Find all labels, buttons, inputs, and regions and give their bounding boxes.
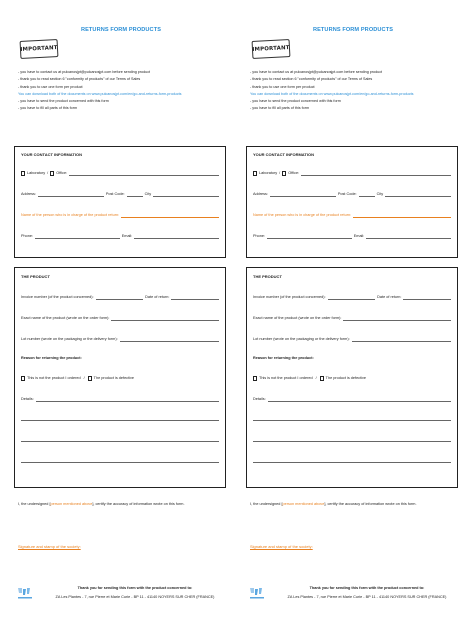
- details-line[interactable]: [21, 462, 219, 463]
- date-of-return-label: Date of return:: [377, 295, 402, 299]
- cert-suffix: ], certify the accuracy of information wrote on this form.: [324, 502, 417, 506]
- intro-line: - thank you to read section 6 "conformity of products" of our Terms of Sales: [18, 77, 141, 82]
- important-stamp: IMPORTANT: [20, 39, 59, 59]
- person-in-charge-field[interactable]: [353, 214, 451, 218]
- address-label: Address:: [21, 192, 36, 196]
- laboratory-checkbox[interactable]: [253, 171, 257, 176]
- exact-name-field[interactable]: [111, 317, 219, 321]
- option-separator: /: [315, 376, 317, 380]
- post-code-label: Post Code:: [105, 192, 125, 196]
- details-line[interactable]: [253, 462, 451, 463]
- invoice-label: Invoice number (of the product concerned):: [253, 295, 326, 299]
- intro-line: - thank you to read section 6 "conformity of products" of our Terms of Sales: [250, 77, 373, 82]
- exact-name-row: [253, 316, 453, 321]
- product-section: [14, 267, 226, 488]
- details-label: Details:: [21, 397, 34, 401]
- not-ordered-checkbox[interactable]: [253, 376, 257, 381]
- details-line[interactable]: [21, 420, 219, 421]
- post-code-label: Post Code:: [337, 192, 357, 196]
- person-in-charge-label: Name of the person who is in charge of the product return:: [21, 213, 120, 217]
- product-heading: THE PRODUCT: [21, 274, 50, 279]
- intro-line: - thank you to use one form per product: [250, 84, 315, 89]
- contact-heading: YOUR CONTACT INFORMATION: [21, 152, 82, 157]
- certification-statement: [250, 502, 417, 506]
- intro-line: - you have to fill all parts of this form: [250, 106, 310, 111]
- office-label: Office:: [56, 171, 68, 175]
- intro-notes: [250, 69, 460, 113]
- office-field[interactable]: [301, 172, 451, 176]
- footer: [40, 584, 230, 602]
- intro-line: - thank you to use one form per product: [18, 84, 83, 89]
- email-field[interactable]: [134, 235, 219, 239]
- invoice-row: [253, 295, 453, 300]
- form-copy-left: [12, 0, 230, 630]
- address-row: [21, 192, 221, 197]
- person-row: [21, 213, 221, 218]
- form-title: RETURNS FORM PRODUCTS: [80, 27, 162, 33]
- company-logo: [248, 586, 268, 600]
- post-code-field[interactable]: [359, 193, 375, 197]
- date-of-return-field[interactable]: [403, 296, 451, 300]
- product-section: [246, 267, 458, 488]
- defective-label: The product is defective: [93, 376, 134, 380]
- exact-name-row: [21, 316, 221, 321]
- option-separator: /: [83, 376, 85, 380]
- intro-line: - you have to contact us at pulcanosjpt@pulcanosjpt.com before sending product: [250, 70, 383, 74]
- city-field[interactable]: [153, 193, 219, 197]
- intro-download-note: You can download both of the documents on www.pulcanosjpt.com/en/go-and-returns-form-products: [250, 91, 414, 96]
- phone-email-row: [253, 234, 453, 239]
- reason-options-row: [21, 376, 221, 381]
- form-copy-right: [244, 0, 462, 630]
- details-row: [21, 397, 221, 402]
- details-row: [253, 397, 453, 402]
- phone-label: Phone:: [21, 234, 34, 238]
- details-line[interactable]: [253, 441, 451, 442]
- phone-field[interactable]: [267, 235, 352, 239]
- reason-row: [21, 356, 221, 361]
- lot-number-row: [253, 337, 453, 342]
- invoice-field[interactable]: [328, 296, 376, 300]
- cert-highlight: person mentioned above: [282, 502, 325, 506]
- reason-row: [253, 356, 453, 361]
- laboratory-label: Laboratory: [27, 171, 46, 175]
- phone-field[interactable]: [35, 235, 120, 239]
- cert-highlight: person mentioned above: [50, 502, 93, 506]
- footer-thanks: Thank you for sending this form with the product concerned to:: [77, 586, 193, 590]
- details-field[interactable]: [36, 398, 219, 402]
- exact-name-field[interactable]: [343, 317, 451, 321]
- reason-options-row: [253, 376, 453, 381]
- address-field[interactable]: [270, 193, 336, 197]
- email-label: Email:: [353, 234, 365, 238]
- intro-line: - you have to fill all parts of this form: [18, 106, 78, 111]
- not-ordered-label: This is not the product I ordered: [259, 376, 313, 380]
- defective-checkbox[interactable]: [320, 376, 324, 381]
- lot-number-label: Lot number (wrote on the packaging or the delivery form):: [21, 337, 118, 341]
- contact-section: [14, 146, 226, 258]
- details-label: Details:: [253, 397, 266, 401]
- laboratory-label: Laboratory: [259, 171, 278, 175]
- phone-label: Phone:: [253, 234, 266, 238]
- signature-label: Signature and stamp of the society:: [250, 544, 313, 549]
- form-title: RETURNS FORM PRODUCTS: [312, 27, 394, 33]
- footer-address: ZA Les Plantes - 7, rue Pierre et Marie Curie - BP 11 - 41140 NOYERS SUR CHER (FRANCE): [287, 595, 447, 599]
- person-in-charge-label: Name of the person who is in charge of the product return:: [253, 213, 352, 217]
- city-label: City: [144, 192, 152, 196]
- invoice-label: Invoice number (of the product concerned):: [21, 295, 94, 299]
- exact-name-label: Exact name of the product (wrote on the order form):: [21, 316, 110, 320]
- exact-name-label: Exact name of the product (wrote on the order form):: [253, 316, 342, 320]
- address-field[interactable]: [38, 193, 104, 197]
- company-logo: [16, 586, 36, 600]
- details-line[interactable]: [21, 441, 219, 442]
- not-ordered-checkbox[interactable]: [21, 376, 25, 381]
- reason-label: Reason for returning the product:: [21, 356, 82, 360]
- intro-line: - you have to send the product concerned with this form: [18, 99, 109, 104]
- lot-number-row: [21, 337, 221, 342]
- email-label: Email:: [121, 234, 133, 238]
- post-code-field[interactable]: [127, 193, 143, 197]
- lab-office-row: Laboratory / Office:: [21, 171, 221, 176]
- person-in-charge-field[interactable]: [121, 214, 219, 218]
- signature-label: Signature and stamp of the society:: [18, 544, 81, 549]
- details-line[interactable]: [253, 420, 451, 421]
- contact-heading: YOUR CONTACT INFORMATION: [253, 152, 314, 157]
- defective-label: The product is defective: [325, 376, 366, 380]
- address-row: [253, 192, 453, 197]
- intro-download-note: You can download both of the documents on www.pulcanosjpt.com/en/go-and-returns-form-products: [18, 91, 182, 96]
- invoice-row: [21, 295, 221, 300]
- address-label: Address:: [253, 192, 268, 196]
- date-of-return-field[interactable]: [171, 296, 219, 300]
- intro-line: - you have to send the product concerned with this form: [250, 99, 341, 104]
- invoice-field[interactable]: [96, 296, 144, 300]
- city-label: City: [376, 192, 384, 196]
- cert-suffix: ], certify the accuracy of information wrote on this form.: [92, 502, 185, 506]
- cert-prefix: I, the undersigned [: [18, 502, 51, 506]
- important-stamp: IMPORTANT: [252, 39, 291, 59]
- lot-number-field[interactable]: [120, 338, 219, 342]
- footer: [272, 584, 462, 602]
- cert-prefix: I, the undersigned [: [250, 502, 283, 506]
- not-ordered-label: This is not the product I ordered: [27, 376, 81, 380]
- city-field[interactable]: [385, 193, 451, 197]
- email-field[interactable]: [366, 235, 451, 239]
- lab-office-row: Laboratory / Office:: [253, 171, 453, 176]
- details-field[interactable]: [268, 398, 451, 402]
- intro-notes: [18, 69, 228, 113]
- phone-email-row: [21, 234, 221, 239]
- date-of-return-label: Date of return:: [145, 295, 170, 299]
- office-checkbox[interactable]: [282, 171, 286, 176]
- laboratory-checkbox[interactable]: [21, 171, 25, 176]
- office-checkbox[interactable]: [50, 171, 54, 176]
- product-heading: THE PRODUCT: [253, 274, 282, 279]
- reason-label: Reason for returning the product:: [253, 356, 314, 360]
- person-row: [253, 213, 453, 218]
- contact-section: [246, 146, 458, 258]
- defective-checkbox[interactable]: [88, 376, 92, 381]
- intro-line: - you have to contact us at pulcanosjpt@pulcanosjpt.com before sending product: [18, 70, 151, 74]
- footer-address: ZA Les Plantes - 7, rue Pierre et Marie Curie - BP 11 - 41140 NOYERS SUR CHER (FRANCE): [55, 595, 215, 599]
- office-label: Office:: [288, 171, 300, 175]
- certification-statement: [18, 502, 185, 506]
- office-field[interactable]: [69, 172, 219, 176]
- lot-number-field[interactable]: [352, 338, 451, 342]
- footer-thanks: Thank you for sending this form with the product concerned to:: [309, 586, 425, 590]
- lot-number-label: Lot number (wrote on the packaging or the delivery form):: [253, 337, 350, 341]
